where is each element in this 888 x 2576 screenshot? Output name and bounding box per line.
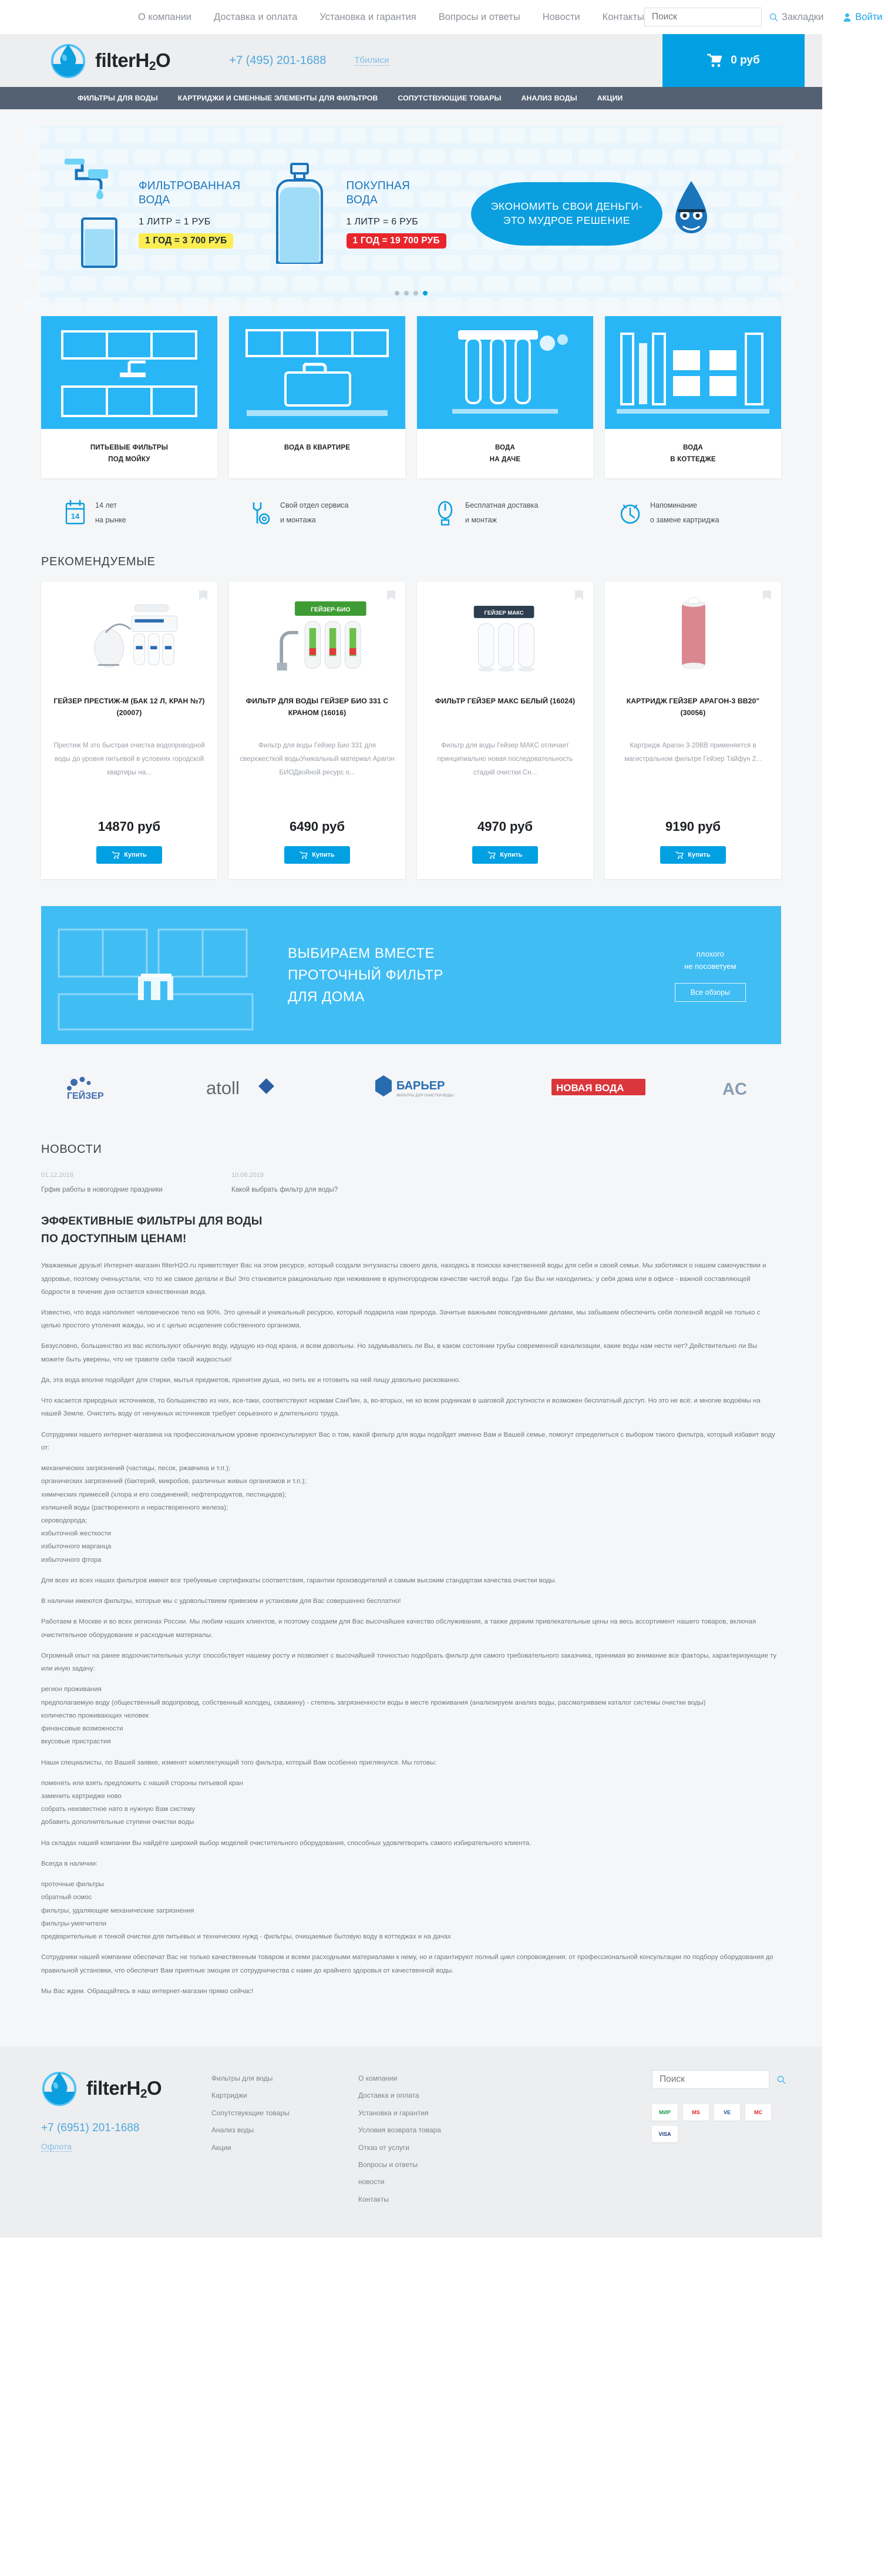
article-paragraph: Известно, что вода наполняет человеческое тело на 90%. Это ценный и уникальный ресурсю, который подарила нам природа. Зачитые важными повседневными делами, мы забываем обеспечить себя полезной водой не только с целью простого утоления жажды, но и с целью исцеления собственного организма. [41,1309,761,1330]
site-footer [0,2047,822,2238]
hero-dot-0[interactable] [395,291,399,296]
news-item-0 [41,1172,217,1195]
water-drop-logo-icon [50,42,86,79]
category-label-0: ПИТЬЕВЫЕ ФИЛЬТРЫ ПОД МОЙКУ [90,444,169,464]
svg-text:atoll: atoll [206,1078,240,1098]
favorite-icon[interactable] [199,590,208,601]
favorite-icon[interactable] [762,590,772,601]
benefit-service-text: Свой отдел сервиса и монтажа [280,501,349,524]
promo-banner [41,906,781,1044]
product-description-1: Фильтр для воды Гейзер Био 331 для сверхжесткой водыУникальный материал Арагон БИОДвойной ресурс о... [240,742,395,776]
article-list-item: добавить дополнительные ступени очистки воды [41,1819,194,1826]
login-label: Войти [855,11,883,22]
footer-catalog-link-4[interactable]: Акции [211,2143,231,2152]
site-header [0,34,822,87]
news-section [41,1132,781,1195]
product-price-1: 6490 руб [289,819,345,834]
article-list-item: финансовые возможности [41,1725,123,1733]
top-bar [0,0,883,34]
article-paragraph: Работаем в Москве и во всех регионах России. Мы любим наших клиентов, и поэтому создаем для Вас высочайшее качество обслуживания, а также держим привлекательные цены на весь ассортимент нашего товаров, включая очистительное оборудование и расходные материалы. [41,1618,756,1639]
svg-text:ГЕЙЗЕР-БИО: ГЕЙЗЕР-БИО [311,606,351,613]
news-link-1[interactable]: Какой выбрать фильтр для воды? [231,1186,338,1193]
topnav-item-4[interactable]: Новости [542,11,580,22]
top-navigation [138,12,644,23]
article-list-item: регион проживания [41,1686,102,1693]
footer-logo-text: filterH$_2$O [86,2077,162,2101]
cart-icon [112,851,120,859]
hero-section [0,109,822,302]
article-list-item: излишней воды (растворенного и нерастворенного железа); [41,1504,228,1511]
news-item-1 [231,1172,408,1195]
cart-button[interactable] [662,34,805,87]
article-paragraph: Да, эта вода вполне подойдет для стирки, мытья предметов, принятия душа, но пить ее и готовить на ней пищу довольно рискованно. [41,1376,461,1384]
payment-icon-mir: МИР [652,2104,678,2121]
brand-logo-geyser[interactable] [65,1073,129,1103]
article-list-item: проточные фильтры [41,1881,104,1889]
product-name-3: КАРТРИДЖ ГЕЙЗЕР АРАГОН-3 ВВ20" (30056) [626,697,760,717]
brand-logo-barrier[interactable] [372,1074,475,1103]
hero-left-column [139,179,241,249]
payment-icon-maestro: MS [683,2104,709,2121]
article-paragraph: Всегда в наличии: [41,1860,98,1867]
cart-icon [707,53,722,68]
footer-info-link-0[interactable]: О компании [358,2074,398,2083]
topnav-item-3[interactable]: Вопросы и ответы [438,11,520,22]
article-list-item: собрать неизвестное нато в нужную Вам систему [41,1806,196,1813]
category-image-3 [605,316,781,429]
main-navigation [0,87,822,109]
footer-catalog-link-1[interactable]: Картриджи [211,2091,247,2100]
mainnav-item-filters[interactable]: ФИЛЬТРЫ ДЛЯ ВОДЫ [78,94,158,102]
product-price-0: 14870 руб [97,819,161,834]
footer-info-link-4[interactable]: Отказ от услуги [358,2143,409,2152]
article-list-item: количество проживающих человек [41,1712,149,1719]
brand-logo-aq[interactable] [722,1075,758,1101]
faucet-illustration [61,155,132,273]
product-name-0: ГЕЙЗЕР ПРЕСТИЖ-М (БАК 12 Л, КРАН №7) (20007) [53,697,205,717]
category-card-0[interactable] [41,316,217,478]
favorite-icon[interactable] [574,590,584,601]
article-paragraph: Что касается природных источников, то большинство из них, все-таки, соответствуют нормам СанПин, а, во-вторых, не ко всем родникам в шаговой доступности и возможен бесплатный доступ. Но это не всё: и многие водоёмы на нашей Земле. Очистить воду от ненужных источников требует серьезного и длительного труда. [41,1397,761,1418]
payment-icon-visa-electron: VE [714,2104,740,2121]
cart-total: 0 руб [731,54,760,66]
article-list-item: предварительные и тонкой очистки для питьевых и технических нужд - фильтры, очищаемые бытовую воду в коттеджах и на дачах [41,1933,451,1941]
topnav-item-5[interactable]: Контакты [602,11,644,22]
footer-info-links [358,2070,505,2208]
hero-speech-line-2: ЭТО МУДРОЕ РЕШЕНИЕ [503,214,630,226]
wrench-icon [248,500,272,526]
hero-slider[interactable] [41,126,781,302]
hero-speech-line-1: ЭКОНОМИТЬ СВОИ ДЕНЬГИ- [490,200,643,213]
brand-logo-atoll[interactable] [206,1075,294,1102]
benefits-strip [41,498,781,527]
article-title: ЭФФЕКТИВНЫЕ ФИЛЬТРЫ ДЛЯ ВОДЫ ПО ДОСТУПНЫМ ЦЕНАМ! [41,1215,263,1245]
calendar-icon [63,500,87,526]
footer-logo[interactable] [41,2070,211,2107]
svg-text:БАРЬЕР: БАРЬЕР [396,1079,445,1092]
cart-icon [675,851,684,859]
mainnav-item-accessories[interactable]: СОПУТСТВУЮЩИЕ ТОВАРЫ [398,94,502,102]
product-name-1: ФИЛЬТР ДЛЯ ВОДЫ ГЕЙЗЕР БИО 331 С КРАНОМ (16016) [245,697,389,717]
article-body [41,1259,781,1998]
hero-pagination-dots[interactable] [41,291,781,296]
article-list-item: избыточного марганца [41,1543,112,1551]
product-price-2: 4970 руб [477,819,533,834]
benefit-reminder-text: Напоминание о замене картриджа [650,501,719,524]
article-list-item: предполагаемую воду (общественный водопровод, собственный колодец, скважину) - степень загрязненности воды в месте проживания (анализируем анализ воды, рассматриваем каталог системы очистки воды) [41,1699,706,1706]
cart-icon [300,851,308,859]
recommended-title: РЕКОМЕНДУЕМЫЕ [41,555,156,568]
hero-dot-3[interactable] [423,291,428,296]
logo-text: filterH$_2$O [95,49,171,73]
logo[interactable] [50,42,170,79]
promo-line-1: ВЫБИРАЕМ ВМЕСТЕ [288,945,435,961]
promo-line-3: ДЛЯ ДОМА [288,989,365,1005]
footer-info-link-1[interactable]: Доставка и оплата [358,2091,419,2100]
seo-article [41,1195,781,2047]
product-image-3 [615,595,771,683]
news-list [41,1172,781,1195]
benefit-service [226,498,411,527]
header-phone[interactable]: +7 (495) 201-1688 [229,53,327,67]
svg-text:НОВАЯ ВОДА: НОВАЯ ВОДА [556,1082,624,1094]
search-icon [769,13,778,22]
article-paragraph: Безусловно, большинство из вас используют обычную воду, идущую из-под крана, и всем довольны. Но задумывались ли Вы, в каком состоянии трубы современной канализации, какие воды нам нести нет?.Действительно ли Вы можете быть уверены, что не травите себя такой жидкостью! [41,1343,758,1363]
article-list-item: механических загрязнений (частицы, песок, ржавчина и т.п.); [41,1465,230,1473]
article-list-item: фильтры-умягчители [41,1920,107,1927]
article-paragraph: Сотрудники нашего интернет-магазина на профессиональном уровне проконсультируют Вас о том, какой фильтр для воды подойдет именно Вам и Вашей семье, помогут определиться с выбором такого фильтра, который избавит воду от: [41,1431,775,1451]
payment-icon-mastercard: MC [745,2104,771,2121]
buy-button-3[interactable]: Купить [660,846,726,864]
benefit-years [41,498,226,527]
brand-logo-novaya-voda[interactable] [551,1075,645,1101]
promo-right-line-2: не посоветуем [684,961,736,971]
topnav-item-1[interactable]: Доставка и оплата [214,11,298,22]
article-paragraph: На складах нашей компании Вы найдёте широкий выбор моделей очистительного оборудования, способных удовлетворить самого избирательного клиента. [41,1839,532,1847]
promo-right-line-1: плохого [696,949,724,958]
brand-logos [41,1044,781,1132]
mainnav-item-water-analysis[interactable]: АНАЛИЗ ВОДЫ [521,94,577,102]
footer-info-link-2[interactable]: Установка и гарантия [358,2108,429,2117]
news-date-1: 10.08.2019 [231,1172,264,1179]
kitchen-illustration [41,906,288,1044]
hero-right-year-price: 1 ГОД = 19 700 РУБ [347,233,446,249]
product-card-0[interactable] [41,582,217,879]
article-list [41,1777,781,1829]
article-list-item: поменять или взять предложить с нашей стороны питьевой кран [41,1779,243,1787]
article-paragraph: Наши специалисты, по Вашей заявке, изменят комплектующий того фильтра, который Вам особенно приглянулся. Мы готовы: [41,1759,437,1766]
product-image-0 [52,595,207,683]
promo-cta-block [675,948,746,1002]
promo-text [288,942,443,1008]
benefit-delivery [411,498,596,527]
article-list-item: органических загрязнений (бактерий, микробов, различных живых организмов и т.п.); [41,1478,307,1485]
benefit-reminder [596,498,781,527]
clock-icon [618,500,642,526]
product-card-1[interactable] [229,582,405,879]
article-list-item: избыточной жесткости [41,1530,112,1538]
topnav-item-0[interactable]: О компании [138,11,191,22]
category-label-2: ВОДА НА ДАЧЕ [489,444,521,464]
category-image-1 [229,316,405,429]
svg-text:AC: AC [722,1080,747,1099]
article-paragraph: Уважаемые друзья! Интернет-магазин filterH2O.ru приветствует Вас на этом ресурсе, который создали энтузиасты своего дела, находясь в поисках качественной воды для себя и своей семьи. Мы заботимся о нашем самочувствии и здоровье, поэтому оченьустали, что то же самое делали и Вы! Это становится ракционально при неживание в крупногородном качестве чистой воды. Где Бы Вы ни находились: у себя дома или в офисе - важной составляющей бодрости в течение дня остается качественная вода. [41,1262,766,1296]
article-list [41,1878,781,1943]
product-image-1 [240,595,395,683]
hero-right-title: ПОКУПНАЯ ВОДА [346,179,411,206]
footer-catalog-link-3[interactable]: Анализ воды [211,2126,254,2135]
footer-search-box[interactable] [652,2070,769,2089]
product-card-2[interactable] [417,582,593,879]
buy-button-2[interactable]: Купить [472,846,538,864]
news-date-0: 01.12.2018 [41,1172,74,1179]
drop-mascot-illustration [668,179,714,249]
footer-phone[interactable]: +7 (6951) 201-1688 [41,2122,140,2135]
buy-button-0[interactable]: Купить [96,846,162,864]
user-icon [843,13,851,22]
search-input[interactable] [652,12,769,22]
hero-right-liter: 1 ЛИТР = 6 РУБ [346,217,419,227]
search-icon [777,2075,786,2084]
cart-icon [487,851,496,859]
category-cards [41,316,781,478]
article-list [41,1462,781,1567]
category-card-1[interactable] [229,316,405,478]
article-list-item: избыточного фтора [41,1556,102,1564]
hero-left-title: ФИЛЬТРОВАННАЯ ВОДА [139,179,241,206]
svg-text:ГЕЙЗЕР: ГЕЙЗЕР [67,1091,104,1101]
city-selector[interactable]: Тбилиси [354,55,389,65]
product-description-2: Фильтр для воды Гейзер МАКС отличает принципиально новая последовательность стадий очистки.Сн... [437,742,573,776]
product-grid [41,582,781,879]
article-paragraph: Огромный опыт на ранее водоочистительных услуг способствует нашему росту и позволяет с высочайшей точностью подобрать фильтр для самого требовательного заказчика, принимая во внимание все факторы, характеризующие ту или иную задачу: [41,1652,777,1673]
category-image-0 [41,316,217,429]
article-list-item: сероводорода; [41,1517,88,1525]
header-search-box[interactable] [644,8,762,26]
product-price-3: 9190 руб [665,819,721,834]
all-reviews-button[interactable]: Все обзоры [675,983,746,1002]
footer-info-link-6[interactable]: новости [358,2178,385,2186]
topnav-item-2[interactable]: Установка и гарантия [319,11,416,22]
hero-left-year-price: 1 ГОД = 3 700 РУБ [139,233,233,249]
benefit-delivery-text: Бесплатная доставка и монтаж [465,501,539,524]
svg-text:ФИЛЬТРЫ ДЛЯ ОЧИСТКИ ВОДЫ: ФИЛЬТРЫ ДЛЯ ОЧИСТКИ ВОДЫ [396,1094,453,1098]
login-link[interactable] [843,12,882,23]
svg-text:14: 14 [70,511,80,521]
footer-info-link-5[interactable]: Вопросы и ответы [358,2161,418,2169]
article-paragraph: Мы Вас ждем. Обращайтесь в наш интернет-магазин прямо сейчас! [41,1987,254,1995]
article-list-item: обратный осмос [41,1894,92,1901]
water-bottle-illustration [268,163,331,266]
category-label-1: ВОДА В КВАРТИРЕ [284,444,351,451]
category-label-3: ВОДА В КОТТЕДЖЕ [670,444,716,464]
hero-speech-bubble [471,182,662,245]
product-card-3[interactable] [605,582,781,879]
footer-info-link-7[interactable]: Контакты [358,2195,389,2203]
product-description-3: Картридж Арагон 3-20ВВ применяется в магистральном фильтре Гейзер Тайфун 2... [624,742,762,763]
footer-right [652,2070,781,2208]
product-name-2: ФИЛЬТР ГЕЙЗЕР МАКС БЕЛЫЙ (16024) [435,697,576,705]
hero-left-liter: 1 ЛИТР = 1 РУБ [139,217,211,227]
footer-catalog-link-2[interactable]: Сопутствующие товары [211,2108,290,2117]
water-drop-logo-icon [41,2070,78,2107]
payment-icons [652,2104,781,2142]
footer-catalog-link-0[interactable]: Фильтры для воды [211,2074,273,2083]
article-list-item: заменить картридже ново [41,1793,122,1800]
article-list-item: вкусовые пристрастия [41,1738,111,1746]
article-list-item: фильтры, удаляющие механические загрязнения [41,1907,194,1914]
hero-dot-1[interactable] [404,291,409,296]
article-list-item: химических примесей (хлора и его соединений; нефтепродуктов, пестицидов); [41,1491,287,1498]
buy-button-1[interactable]: Купить [284,846,350,864]
news-link-0[interactable]: Грфик работы в новогодние праздники [41,1186,163,1193]
product-description-0: Престиж М это быстрая очистка водопроводной воды до уровня питьевой в условиях городской квартиры на... [53,742,205,776]
promo-line-2: ПРОТОЧНЫЙ ФИЛЬТР [288,967,443,983]
article-paragraph: Сотрудники нашей компании обеспечат Вас не только качественным товаром и всеми расходными материалами к нему, но и гарантируют полный цикл сопровождения: от профессиональной консультации по подбору оборудования до правильной установки, что обеспечит Вам приятные эмоции от сотрудничества с нами до крайнего здоровья от качественной воды. [41,1954,773,1974]
favorite-icon[interactable] [386,590,396,601]
news-title: НОВОСТИ [41,1143,102,1156]
svg-text:ГЕЙЗЕР МАКС: ГЕЙЗЕР МАКС [484,610,524,617]
mainnav-item-cartridges[interactable]: КАРТРИДЖИ И СМЕННЫЕ ЭЛЕМЕНТЫ ДЛЯ ФИЛЬТРОВ [177,94,378,102]
footer-catalog-links [211,2070,358,2208]
category-card-2[interactable] [417,316,593,478]
footer-search-input[interactable] [660,2074,777,2085]
bookmarks-link[interactable]: Закладки [781,11,824,22]
product-image-2 [428,595,583,683]
hero-right-column [347,179,446,249]
footer-city[interactable]: Офлота [41,2142,72,2152]
payment-icon-visa: VISA [652,2126,678,2142]
category-image-2 [417,316,593,429]
delivery-icon [433,500,457,526]
footer-info-link-3[interactable]: Условия возврата товара [358,2126,441,2135]
hero-dot-2[interactable] [413,291,418,296]
mainnav-item-promotions[interactable]: АКЦИИ [597,94,623,102]
article-paragraph: Для всех из всех наших фильтров имеют все требуемые сертификаты соответствия, гарантии производителей и самым высоким стандартам качества очистки воды. [41,1577,557,1584]
category-card-3[interactable] [605,316,781,478]
article-paragraph: В наличии имеются фильтры, которые мы с удовольствием привезем и установим для Вас совершенно бесплатно! [41,1598,401,1605]
footer-brand [41,2070,211,2208]
article-list [41,1683,781,1748]
benefit-years-text: 14 лет на рынке [95,501,126,524]
